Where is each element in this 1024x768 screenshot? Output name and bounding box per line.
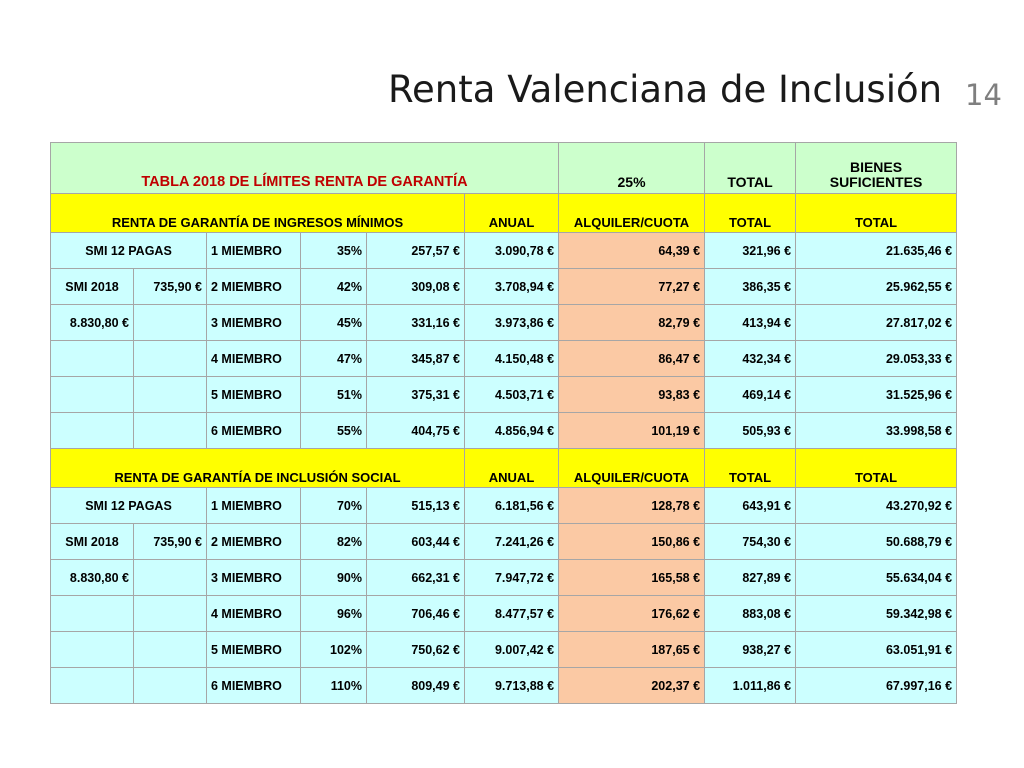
annual-cell: 3.708,94 € (465, 269, 559, 305)
smi-cell (51, 377, 134, 413)
bienes-cell: 63.051,91 € (796, 632, 957, 668)
bienes-cell: 27.817,02 € (796, 305, 957, 341)
header-bienes-line1: BIENES (849, 159, 903, 175)
bienes-cell: 31.525,96 € (796, 377, 957, 413)
section-total-label: TOTAL (705, 194, 796, 233)
total-cell: 883,08 € (705, 596, 796, 632)
monthly-cell: 257,57 € (367, 233, 465, 269)
table-row (51, 233, 957, 269)
member-cell: 2 MIEMBRO (207, 269, 301, 305)
table-row (51, 632, 957, 668)
annual-cell: 3.090,78 € (465, 233, 559, 269)
section-total-label: TOTAL (796, 449, 957, 488)
smi-cell (51, 341, 134, 377)
total-cell: 643,91 € (705, 488, 796, 524)
bienes-cell: 67.997,16 € (796, 668, 957, 704)
smi-cell (51, 596, 134, 632)
section-total-label: TOTAL (796, 194, 957, 233)
table-row (51, 305, 957, 341)
header-pct: 25% (559, 143, 705, 194)
percent-cell: 96% (301, 596, 367, 632)
annual-cell: 7.947,72 € (465, 560, 559, 596)
smi-cell (51, 632, 134, 668)
member-cell: 1 MIEMBRO (207, 488, 301, 524)
alquiler-cell: 101,19 € (559, 413, 705, 449)
percent-cell: 42% (301, 269, 367, 305)
section-alquiler-label: ALQUILER/CUOTA (559, 194, 705, 233)
section-total-label: TOTAL (705, 449, 796, 488)
bienes-cell: 29.053,33 € (796, 341, 957, 377)
section-alquiler-label: ALQUILER/CUOTA (559, 449, 705, 488)
table-row (51, 413, 957, 449)
annual-cell: 6.181,56 € (465, 488, 559, 524)
table-row (51, 596, 957, 632)
smi-amount-cell (134, 668, 207, 704)
smi-cell: 8.830,80 € (51, 305, 134, 341)
monthly-cell: 375,31 € (367, 377, 465, 413)
monthly-cell: 345,87 € (367, 341, 465, 377)
member-cell: 6 MIEMBRO (207, 413, 301, 449)
table-row (51, 341, 957, 377)
section-anual-label: ANUAL (465, 449, 559, 488)
smi-amount-cell (134, 377, 207, 413)
section-name: RENTA DE GARANTÍA DE INGRESOS MÍNIMOS (51, 194, 465, 233)
section-header-row (51, 449, 957, 488)
smi-amount-cell (134, 413, 207, 449)
monthly-cell: 515,13 € (367, 488, 465, 524)
smi-cell (51, 413, 134, 449)
percent-cell: 55% (301, 413, 367, 449)
header-bienes-line2: SUFICIENTES (829, 174, 923, 190)
percent-cell: 51% (301, 377, 367, 413)
monthly-cell: 331,16 € (367, 305, 465, 341)
bienes-cell: 50.688,79 € (796, 524, 957, 560)
slide-number: 14 (965, 78, 1002, 112)
smi-cell: SMI 2018 (51, 269, 134, 305)
alquiler-cell: 202,37 € (559, 668, 705, 704)
table-header-row (51, 143, 957, 194)
monthly-cell: 809,49 € (367, 668, 465, 704)
annual-cell: 3.973,86 € (465, 305, 559, 341)
percent-cell: 45% (301, 305, 367, 341)
member-cell: 1 MIEMBRO (207, 233, 301, 269)
percent-cell: 110% (301, 668, 367, 704)
alquiler-cell: 86,47 € (559, 341, 705, 377)
annual-cell: 4.856,94 € (465, 413, 559, 449)
member-cell: 4 MIEMBRO (207, 596, 301, 632)
smi-amount-cell (134, 341, 207, 377)
alquiler-cell: 150,86 € (559, 524, 705, 560)
percent-cell: 82% (301, 524, 367, 560)
smi-label-cell: SMI 12 PAGAS (51, 488, 207, 524)
annual-cell: 9.007,42 € (465, 632, 559, 668)
alquiler-cell: 165,58 € (559, 560, 705, 596)
bienes-cell: 55.634,04 € (796, 560, 957, 596)
monthly-cell: 309,08 € (367, 269, 465, 305)
section-header-row (51, 194, 957, 233)
smi-cell (51, 668, 134, 704)
percent-cell: 35% (301, 233, 367, 269)
header-bienes (796, 143, 957, 194)
alquiler-cell: 93,83 € (559, 377, 705, 413)
alquiler-cell: 64,39 € (559, 233, 705, 269)
member-cell: 5 MIEMBRO (207, 632, 301, 668)
annual-cell: 7.241,26 € (465, 524, 559, 560)
table-row (51, 524, 957, 560)
monthly-cell: 662,31 € (367, 560, 465, 596)
monthly-cell: 706,46 € (367, 596, 465, 632)
bienes-cell: 21.635,46 € (796, 233, 957, 269)
annual-cell: 4.503,71 € (465, 377, 559, 413)
total-cell: 938,27 € (705, 632, 796, 668)
member-cell: 2 MIEMBRO (207, 524, 301, 560)
alquiler-cell: 187,65 € (559, 632, 705, 668)
smi-amount-cell (134, 632, 207, 668)
table-row (51, 269, 957, 305)
annual-cell: 9.713,88 € (465, 668, 559, 704)
alquiler-cell: 77,27 € (559, 269, 705, 305)
table-row (51, 488, 957, 524)
smi-cell: SMI 2018 (51, 524, 134, 560)
total-cell: 386,35 € (705, 269, 796, 305)
member-cell: 3 MIEMBRO (207, 560, 301, 596)
smi-label-cell: SMI 12 PAGAS (51, 233, 207, 269)
smi-amount-cell (134, 596, 207, 632)
member-cell: 5 MIEMBRO (207, 377, 301, 413)
bienes-cell: 25.962,55 € (796, 269, 957, 305)
percent-cell: 47% (301, 341, 367, 377)
annual-cell: 8.477,57 € (465, 596, 559, 632)
total-cell: 321,96 € (705, 233, 796, 269)
total-cell: 469,14 € (705, 377, 796, 413)
alquiler-cell: 176,62 € (559, 596, 705, 632)
table-row (51, 668, 957, 704)
total-cell: 505,93 € (705, 413, 796, 449)
table-title: TABLA 2018 DE LÍMITES RENTA DE GARANTÍA (51, 143, 559, 194)
monthly-cell: 404,75 € (367, 413, 465, 449)
table-body (51, 143, 957, 704)
limits-table (50, 142, 957, 704)
monthly-cell: 750,62 € (367, 632, 465, 668)
table-row (51, 377, 957, 413)
smi-amount-cell: 735,90 € (134, 524, 207, 560)
percent-cell: 90% (301, 560, 367, 596)
section-anual-label: ANUAL (465, 194, 559, 233)
bienes-cell: 43.270,92 € (796, 488, 957, 524)
bienes-cell: 33.998,58 € (796, 413, 957, 449)
header-total: TOTAL (705, 143, 796, 194)
smi-amount-cell (134, 305, 207, 341)
smi-amount-cell: 735,90 € (134, 269, 207, 305)
total-cell: 432,34 € (705, 341, 796, 377)
percent-cell: 102% (301, 632, 367, 668)
total-cell: 754,30 € (705, 524, 796, 560)
alquiler-cell: 82,79 € (559, 305, 705, 341)
table-row (51, 560, 957, 596)
monthly-cell: 603,44 € (367, 524, 465, 560)
percent-cell: 70% (301, 488, 367, 524)
member-cell: 4 MIEMBRO (207, 341, 301, 377)
member-cell: 6 MIEMBRO (207, 668, 301, 704)
total-cell: 827,89 € (705, 560, 796, 596)
bienes-cell: 59.342,98 € (796, 596, 957, 632)
member-cell: 3 MIEMBRO (207, 305, 301, 341)
annual-cell: 4.150,48 € (465, 341, 559, 377)
smi-cell: 8.830,80 € (51, 560, 134, 596)
smi-amount-cell (134, 560, 207, 596)
total-cell: 413,94 € (705, 305, 796, 341)
alquiler-cell: 128,78 € (559, 488, 705, 524)
slide-title: Renta Valenciana de Inclusión (388, 68, 943, 111)
total-cell: 1.011,86 € (705, 668, 796, 704)
section-name: RENTA DE GARANTÍA DE INCLUSIÓN SOCIAL (51, 449, 465, 488)
